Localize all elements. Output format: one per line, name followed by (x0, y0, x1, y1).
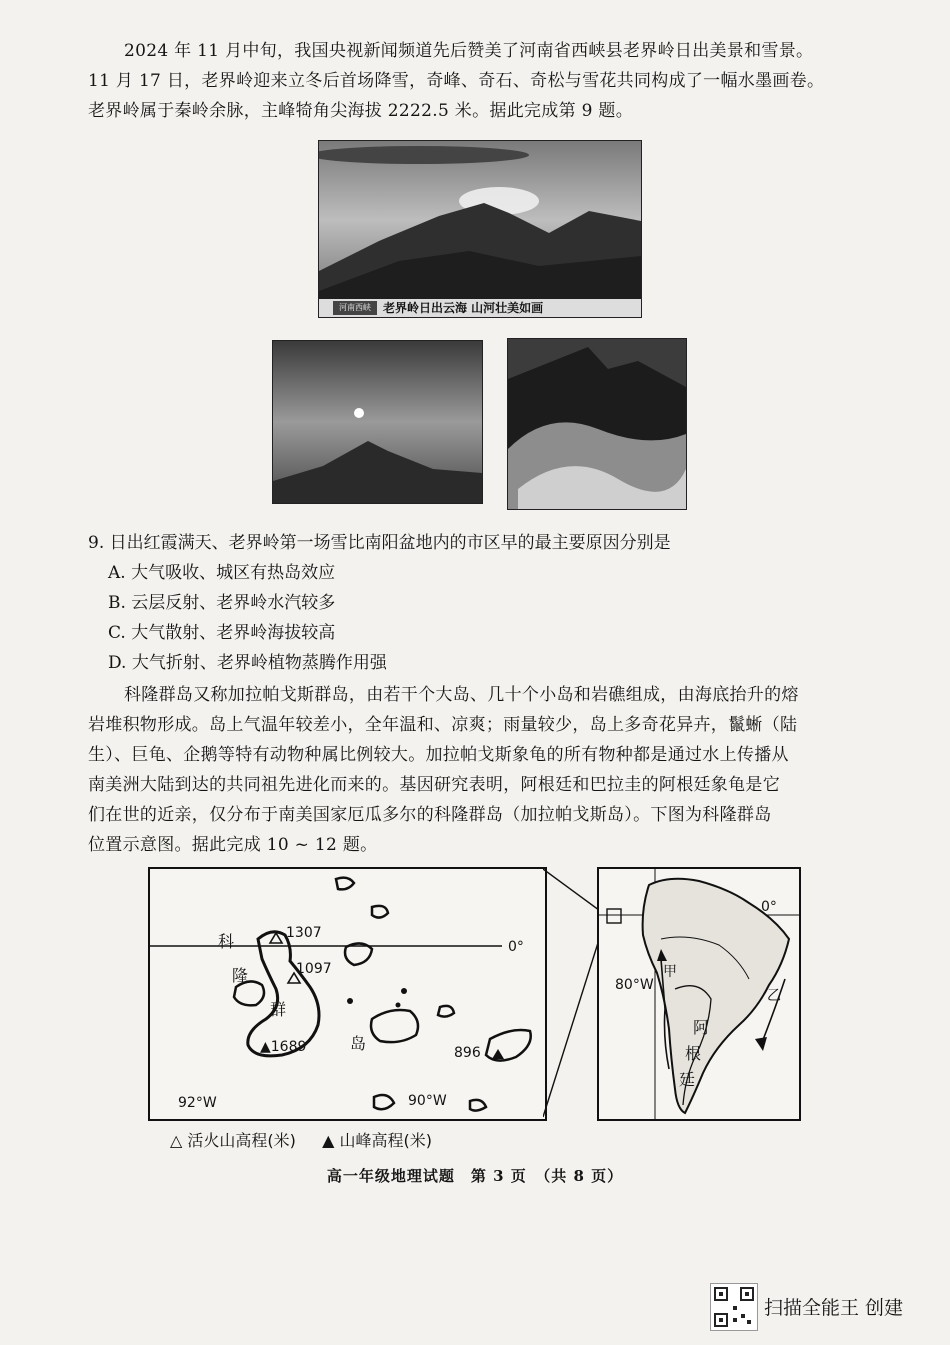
sunrise-photo-graphic (273, 341, 482, 503)
small-island (372, 906, 388, 918)
intro1-line: 11 月 17 日，老界岭迎来立冬后首场降雪，奇峰、奇石、奇松与雪花共同构成了一幅水墨画卷。 (88, 71, 825, 91)
intro2-line: 岩堆积物形成。岛上气温年较差小，全年温和、凉爽；雨量较少，岛上多奇花异卉，鬣蜥（陆 (88, 715, 798, 735)
san-cristobal-island (486, 1030, 531, 1061)
photo-snow-peak (507, 338, 687, 510)
photo-caption-text: 老界岭日出云海 山河壮美如画 (383, 301, 544, 315)
map-label-long: 隆 (232, 966, 249, 985)
intro2-line: 南美洲大陆到达的共同祖先进化而来的。基因研究表明，阿根廷和巴拉圭的阿根廷象龟是它 (88, 775, 780, 795)
legend-peak: ▲ 山峰高程(米) (322, 1131, 432, 1150)
scanner-credit-text: 扫描全能王 创建 (764, 1297, 904, 1319)
question-9-stem: 9. 日出红霞满天、老界岭第一场雪比南阳盆地内的市区早的最主要原因分别是 (88, 533, 671, 553)
arrow-yi (755, 1037, 767, 1051)
label-gen: 根 (685, 1044, 702, 1063)
longitude-80w-label: 80°W (615, 977, 654, 993)
legend-volcano: △ 活火山高程(米) (170, 1131, 296, 1150)
question-9-option-b: B. 云层反射、老界岭水汽较多 (108, 593, 336, 613)
tv-channel-logo: 河南西峡 (333, 301, 377, 315)
equator-label-left: 0° (508, 939, 524, 955)
page-footer: 高一年级地理试题 第 3 页 （共 8 页） (326, 1167, 624, 1185)
longitude-90w-label: 90°W (408, 1093, 447, 1109)
small-island (374, 1095, 394, 1109)
intro2-line: 位置示意图。据此完成 10 ~ 12 题。 (88, 835, 378, 855)
isabela-island (248, 932, 319, 1056)
question-9-option-d: D. 大气折射、老界岭植物蒸腾作用强 (108, 653, 387, 673)
galapagos-map-graphic (150, 869, 545, 1119)
intro1-line: 2024 年 11 月中旬，我国央视新闻频道先后赞美了河南省西峡县老界岭日出美景和雪景。 (124, 41, 814, 61)
santa-cruz-island (371, 1010, 418, 1042)
label-ting: 廷 (679, 1070, 696, 1089)
question-9-option-c: C. 大气散射、老界岭海拔较高 (108, 623, 336, 643)
qr-code-icon (710, 1283, 758, 1331)
photo-caption-bar (319, 299, 641, 317)
scanner-watermark (710, 1283, 930, 1331)
elevation-1307: 1307 (286, 925, 322, 941)
mountain-photo-graphic (319, 141, 641, 317)
snow-photo-graphic (508, 339, 686, 509)
map-label-ke: 科 (218, 932, 235, 951)
intro1-line: 老界岭属于秦岭余脉，主峰犄角尖海拔 2222.5 米。据此完成第 9 题。 (88, 101, 634, 121)
small-island (438, 1006, 454, 1017)
equator-label-right: 0° (761, 899, 777, 915)
small-island (336, 878, 354, 890)
photo-sunrise-peak (272, 340, 483, 504)
south-america-map (597, 867, 801, 1121)
question-9-option-a: A. 大气吸收、城区有热岛效应 (108, 563, 336, 583)
label-jia: 甲 (663, 964, 677, 980)
label-yi: 乙 (767, 988, 781, 1004)
galapagos-map (148, 867, 547, 1121)
islet-dot (347, 998, 353, 1004)
photo-sunrise-sea-of-clouds (318, 140, 642, 318)
elevation-896: 896 (454, 1045, 481, 1061)
longitude-92w-label: 92°W (178, 1095, 217, 1111)
label-a: 阿 (693, 1018, 710, 1037)
islet-dot (396, 1003, 401, 1008)
peak-marker-896 (492, 1049, 504, 1059)
galapagos-locator-box (607, 909, 621, 923)
islet-dot (401, 988, 407, 994)
small-island (470, 1100, 486, 1111)
intro2-line: 科隆群岛又称加拉帕戈斯群岛，由若干个大岛、几十个小岛和岩礁组成，由海底抬升的熔 (124, 685, 799, 705)
map-legend (170, 1128, 432, 1151)
map-label-qun: 群 (270, 1000, 287, 1019)
intro-paragraph-2 (88, 680, 878, 860)
elevation-1689: ▲1689 (260, 1039, 307, 1055)
intro2-line: 生）、巨龟、企鹅等特有动物种属比例较大。加拉帕戈斯象龟的所有物种都是通过水上传播从 (88, 745, 789, 765)
elevation-1097: 1097 (296, 961, 332, 977)
intro-paragraph-1 (88, 36, 878, 126)
volcano-marker-1307 (270, 933, 282, 943)
intro2-line: 们在世的近亲，仅分布于南美国家厄瓜多尔的科隆群岛（加拉帕戈斯岛）。下图为科隆群岛 (88, 805, 772, 825)
map-label-dao: 岛 (350, 1034, 367, 1053)
map-inset-connector (543, 867, 603, 1119)
